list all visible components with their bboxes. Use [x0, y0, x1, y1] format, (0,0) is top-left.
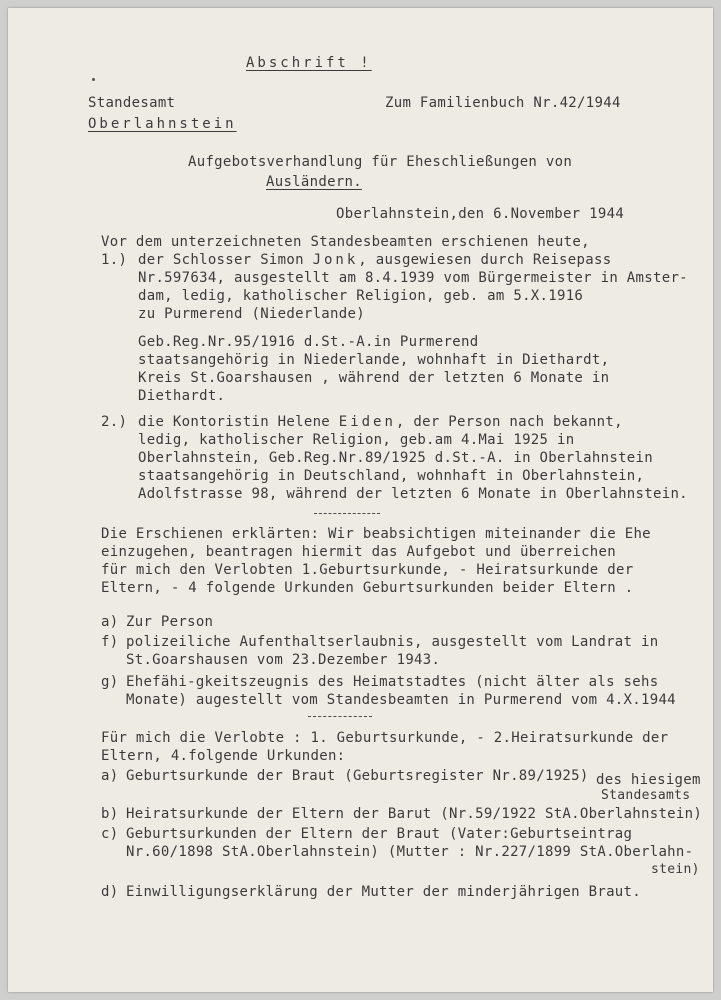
person-1-occupation: der Schlosser Simon: [138, 252, 313, 268]
person-2-line: staatsangehörig in Deutschland, wohnhaft in Oberlahnstein,: [138, 468, 645, 484]
bride-intro-line: Für mich die Verlobte : 1. Geburtsurkunde, - 2.Heiratsurkunde der: [101, 730, 669, 746]
section-divider: [314, 513, 380, 514]
list-item-marker: a): [101, 614, 119, 630]
person-1-line: Kreis St.Goarshausen , während der letzten 6 Monate in: [138, 370, 610, 386]
declaration-line: einzugehen, beantragen hiermit das Aufgebot und überreichen: [101, 544, 616, 560]
place-date: Oberlahnstein,den 6.November 1944: [336, 206, 625, 222]
person-1-line: Geb.Reg.Nr.95/1916 d.St.-A.in Purmerend: [138, 334, 479, 350]
bride-item-marker: a): [101, 768, 119, 784]
person-1-line: zu Purmerend (Niederlande): [138, 306, 365, 322]
bride-item-continuation: stein): [651, 862, 700, 877]
subject-line-1: Aufgebotsverhandlung für Eheschließungen von: [188, 154, 573, 170]
bride-item-marker: d): [101, 884, 119, 900]
person-1-line: dam, ledig, katholischer Religion, geb. am 5.X.1916: [138, 288, 584, 304]
person-1-marker: 1.): [101, 252, 128, 268]
bride-item-text: Geburtsurkunden der Eltern der Braut (Vater:Geburtseintrag: [126, 826, 633, 842]
bride-item-text: Geburtsurkunde der Braut (Geburtsregister Nr.89/1925): [126, 768, 589, 784]
person-1-line: staatsangehörig in Niederlande, wohnhaft in Diethardt,: [138, 352, 610, 368]
bride-item-continuation: des hiesigem: [596, 772, 701, 788]
margin-mark: [92, 78, 95, 81]
bride-item-marker: b): [101, 806, 119, 822]
person-2-line-1: [138, 413, 623, 431]
person-1-passport: , ausgewiesen durch Reisepass: [358, 252, 612, 268]
list-item-marker: g): [101, 674, 119, 690]
bride-item-continuation: Standesamts: [601, 788, 691, 803]
office-name: Oberlahnstein: [88, 116, 237, 132]
list-item-marker: f): [101, 634, 119, 650]
list-item-text: St.Goarshausen vom 23.Dezember 1943.: [126, 652, 441, 668]
list-item-text: Zur Person: [126, 614, 214, 630]
person-2-line: ledig, katholischer Religion, geb.am 4.Mai 1925 in: [138, 432, 575, 448]
document-page: [8, 8, 713, 992]
person-2-surname: Eiden: [338, 414, 396, 430]
person-2-marker: 2.): [101, 414, 128, 430]
bride-intro-line: Eltern, 4.folgende Urkunden:: [101, 748, 346, 764]
document-title: Abschrift !: [246, 55, 372, 71]
bride-item-text: Heiratsurkunde der Eltern der Barut (Nr.59/1922 StA.Oberlahnstein): [126, 806, 703, 822]
bride-item-text: Einwilligungserklärung der Mutter der minderjährigen Braut.: [126, 884, 641, 900]
person-2-identification: , der Person nach bekannt,: [395, 414, 623, 430]
person-1-line: Nr.597634, ausgestellt am 8.4.1939 vom Bürgermeister in Amster-: [138, 270, 688, 286]
person-2-line: Oberlahnstein, Geb.Reg.Nr.89/1925 d.St.-A. in Oberlahnstein: [138, 450, 653, 466]
person-1-line: Diethardt.: [138, 388, 226, 404]
office-label: Standesamt: [88, 95, 176, 111]
bride-item-text: Nr.60/1898 StA.Oberlahnstein) (Mutter : Nr.227/1899 StA.Oberlahn-: [126, 844, 694, 860]
intro-text: Vor dem unterzeichneten Standesbeamten erschienen heute,: [101, 234, 590, 250]
list-item-text: polizeiliche Aufenthaltserlaubnis, ausgestellt vom Landrat in: [126, 634, 659, 650]
list-item-text: Ehefähi-gkeitszeugnis des Heimatstadtes (nicht älter als sehs: [126, 674, 659, 690]
person-1-line-1: [138, 251, 611, 269]
bride-item-marker: c): [101, 826, 119, 842]
declaration-line: für mich den Verlobten 1.Geburtsurkunde, - Heiratsurkunde der: [101, 562, 634, 578]
list-item-text: Monate) augestellt vom Standesbeamten in Purmerend vom 4.X.1944: [126, 692, 676, 708]
person-2-occupation: die Kontoristin Helene: [138, 414, 339, 430]
declaration-line: Eltern, - 4 folgende Urkunden Geburtsurkunden beider Eltern .: [101, 580, 634, 596]
section-divider: [308, 716, 372, 717]
subject-line-2: Ausländern.: [266, 174, 363, 190]
declaration-line: Die Erschienen erklärten: Wir beabsichtigen miteinander die Ehe: [101, 526, 651, 542]
person-2-line: Adolfstrasse 98, während der letzten 6 Monate in Oberlahnstein.: [138, 486, 688, 502]
person-1-surname: Jonk: [312, 252, 359, 268]
familienbuch-reference: Zum Familienbuch Nr.42/1944: [385, 95, 621, 111]
